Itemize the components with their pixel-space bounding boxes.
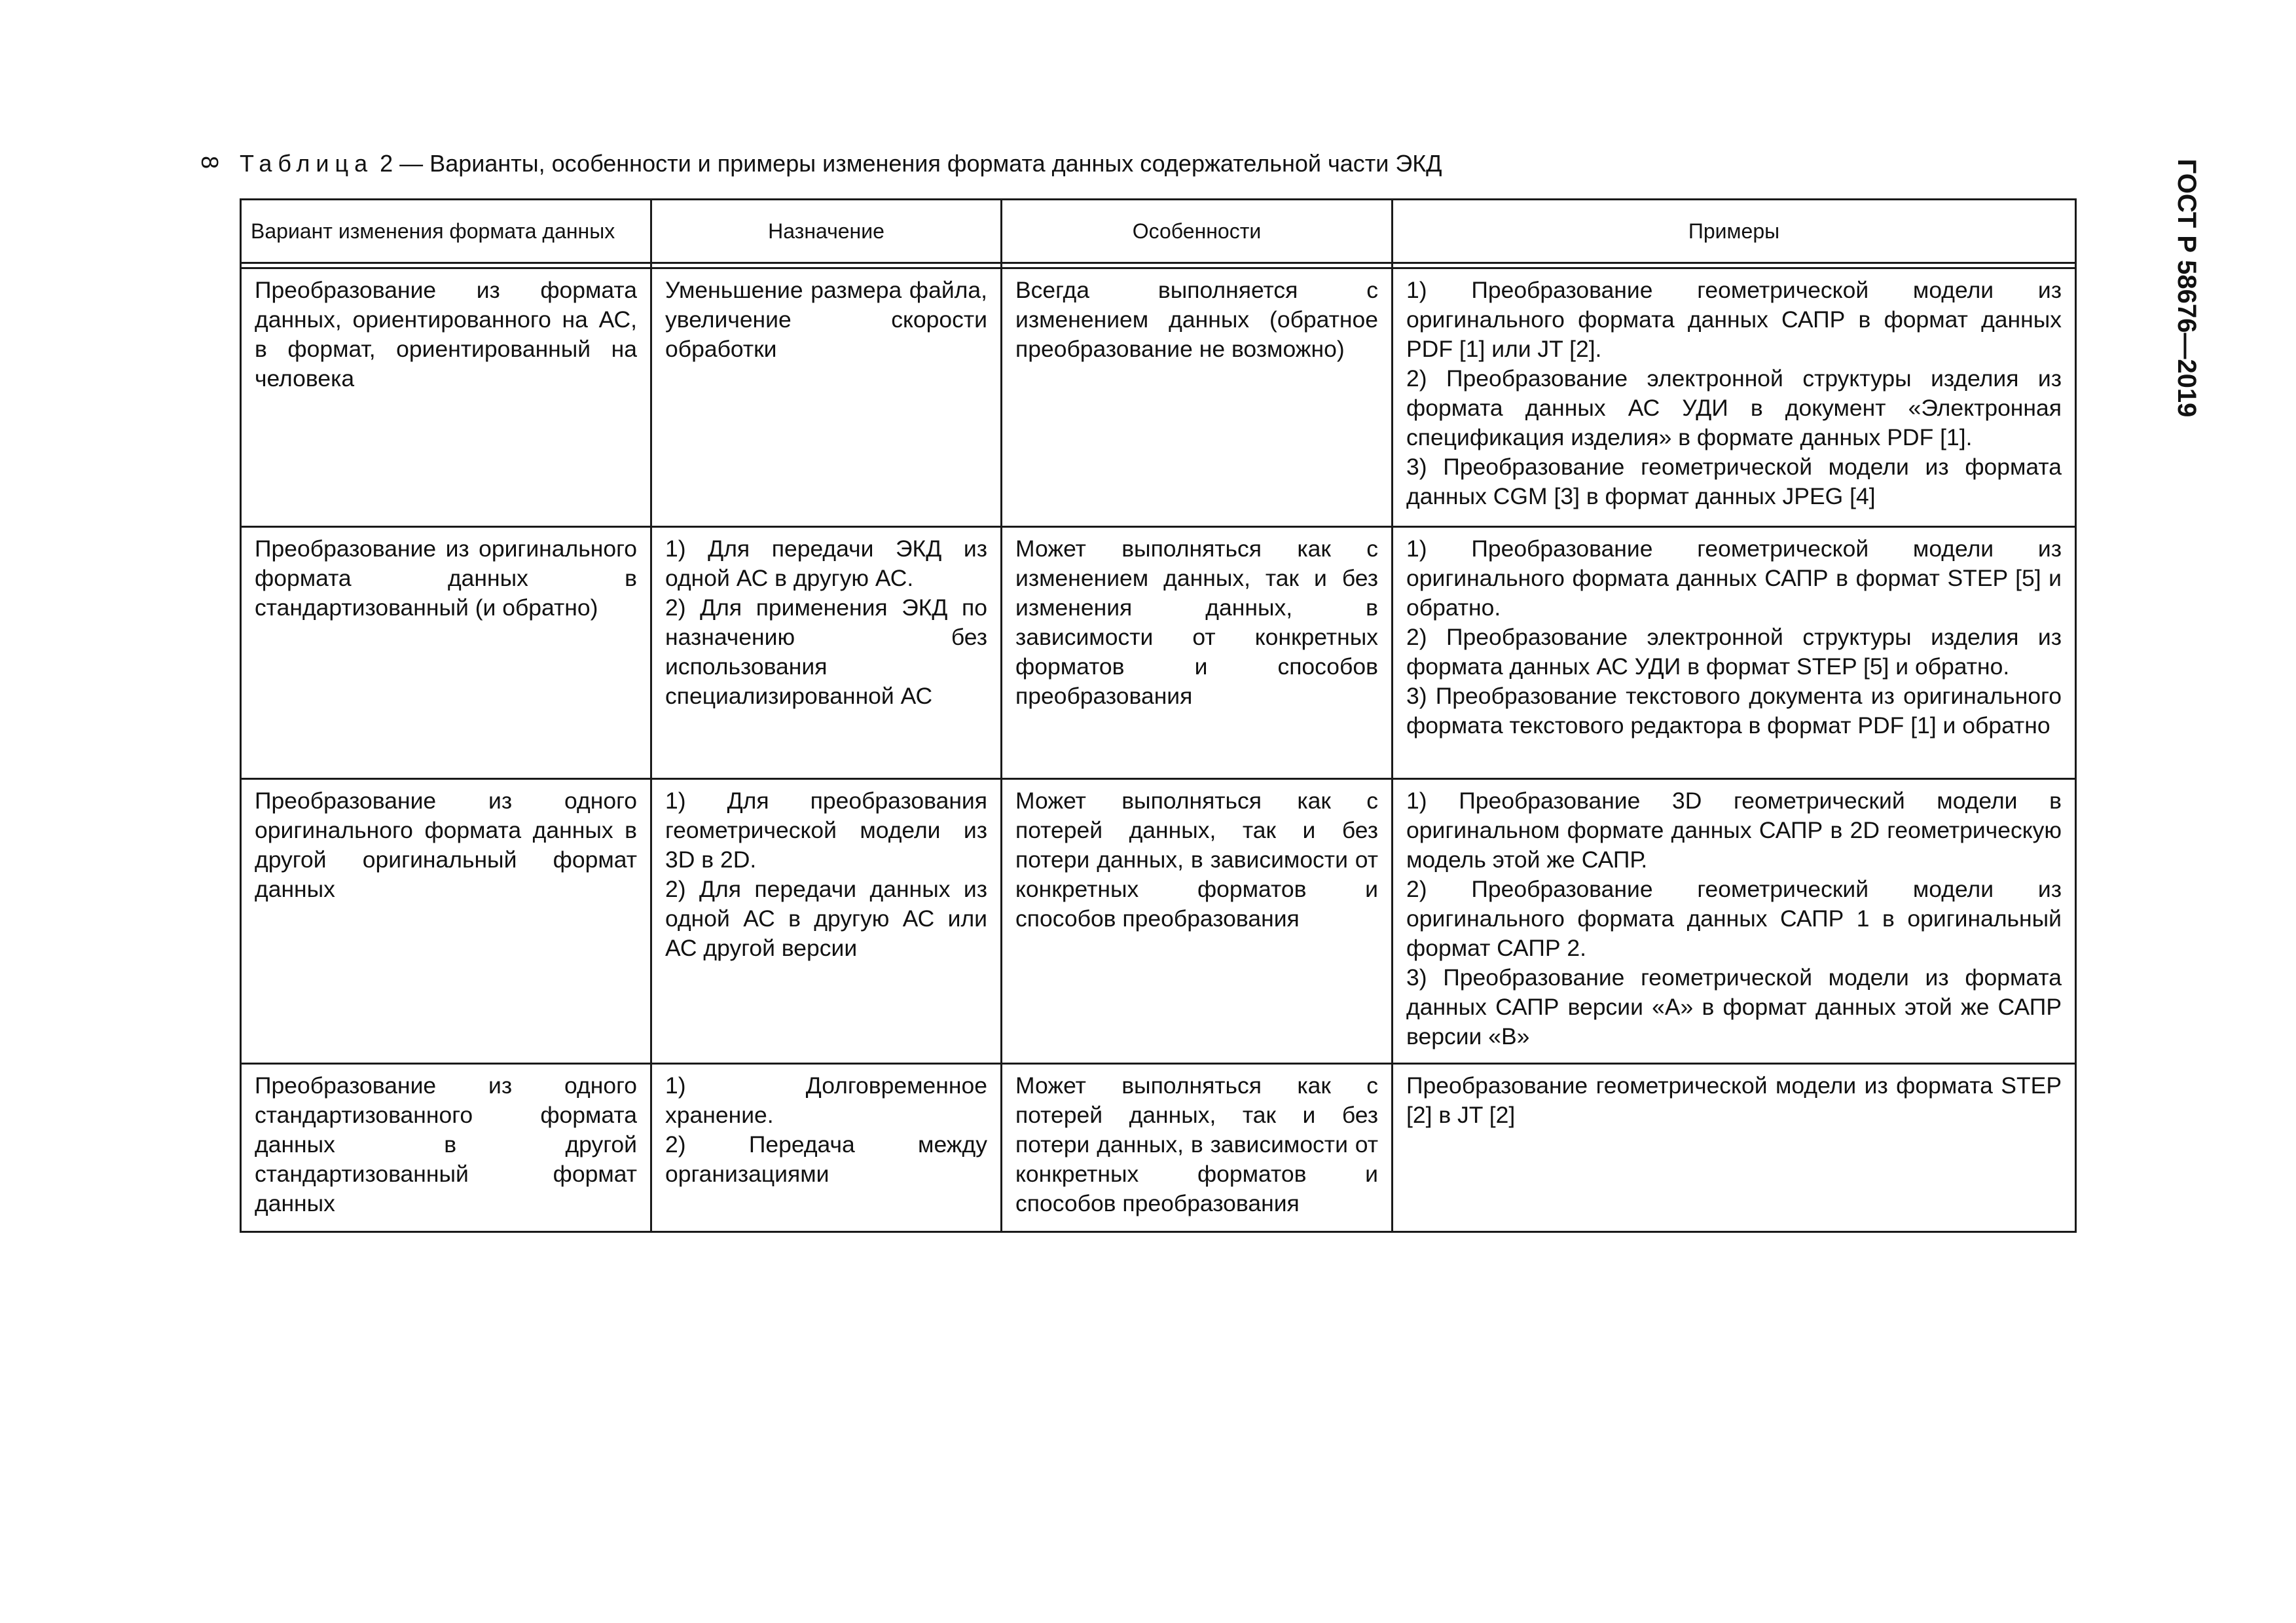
standard-designation: ГОСТ Р 58676—2019: [2172, 158, 2201, 418]
table-row: [241, 527, 2076, 779]
cell-examples: [1393, 1064, 2076, 1232]
cell-examples: [1393, 779, 2076, 1064]
example-item: 2) Преобразование электронной структуры изделия из формата данных АС УДИ в формат STEP [5] и обратно.: [1406, 624, 2062, 680]
cell-examples: [1393, 527, 2076, 779]
header-variant: Вариант изменения формата данных: [241, 200, 651, 263]
table-caption-label: Таблица: [240, 150, 374, 177]
cell-features: Всегда выполняется с изменением данных (обратное преобразование не возможно): [1002, 268, 1393, 527]
purpose-item: 2) Передача между организациями: [665, 1131, 987, 1187]
cell-variant: Преобразование из формата данных, ориентированного на АС, в формат, ориентированный на человека: [241, 268, 651, 527]
example-item: 2) Преобразование геометрический модели из оригинального формата данных САПР 1 в оригинальный формат САПР 2.: [1406, 876, 2062, 961]
example-item: 3) Преобразование геометрической модели из формата данных САПР версии «А» в формат данных этой же САПР версии «В»: [1406, 964, 2062, 1049]
cell-variant: Преобразование из одного стандартизованного формата данных в другой стандартизованный формат данных: [241, 1064, 651, 1232]
header-separator: [241, 263, 2076, 268]
cell-purpose: [651, 779, 1002, 1064]
purpose-item: 1) Долговременное хранение.: [665, 1072, 987, 1128]
purpose-item: 1) Для передачи ЭКД из одной АС в другую АС.: [665, 536, 987, 591]
page-number: 8: [196, 155, 223, 170]
table-header-row: [241, 200, 2076, 263]
example-item: 3) Преобразование текстового документа из оригинального формата текстового редактора в формат PDF [1] и обратно: [1406, 683, 2062, 739]
purpose-item: 1) Для преобразования геометрической модели из 3D в 2D.: [665, 788, 987, 873]
example-item: 2) Преобразование электронной структуры изделия из формата данных АС УДИ в документ «Электронная спецификация изделия» в формате данных PDF [1].: [1406, 365, 2062, 450]
example-item: 1) Преобразование геометрической модели из оригинального формата данных САПР в формат данных PDF [1] или JT [2].: [1406, 277, 2062, 362]
cell-variant: Преобразование из одного оригинального формата данных в другой оригинальный формат данных: [241, 779, 651, 1064]
example-item: 1) Преобразование 3D геометрический модели в оригинальном формате данных САПР в 2D геометрическую модель этой же САПР.: [1406, 788, 2062, 873]
table-row: [241, 1064, 2076, 1232]
header-examples: Примеры: [1393, 200, 2076, 263]
example-item: 3) Преобразование геометрической модели из формата данных CGM [3] в формат данных JPEG [4]: [1406, 454, 2062, 509]
purpose-item: 2) Для применения ЭКД по назначению без использования специализированной АС: [665, 594, 987, 709]
example-item: 1) Преобразование геометрической модели из оригинального формата данных САПР в формат STEP [5] и обратно.: [1406, 536, 2062, 621]
example-item: Преобразование геометрической модели из формата STEP [2] в JT [2]: [1406, 1072, 2062, 1128]
cell-purpose: [651, 1064, 1002, 1232]
table-caption-text: 2 — Варианты, особенности и примеры изменения формата данных содержательной части ЭКД: [373, 150, 1442, 177]
cell-examples: [1393, 268, 2076, 527]
table-caption: [240, 149, 1442, 178]
cell-variant: Преобразование из оригинального формата данных в стандартизованный (и обратно): [241, 527, 651, 779]
cell-purpose: [651, 527, 1002, 779]
table-row: [241, 779, 2076, 1064]
purpose-item: 2) Для передачи данных из одной АС в другую АС или АС другой версии: [665, 876, 987, 961]
header-purpose: Назначение: [651, 200, 1002, 263]
cell-purpose: [651, 268, 1002, 527]
header-features: Особенности: [1002, 200, 1393, 263]
purpose-item: Уменьшение размера файла, увеличение скорости обработки: [665, 277, 987, 362]
table-row: [241, 268, 2076, 527]
data-format-table: [240, 198, 2077, 1233]
cell-features: Может выполняться как с потерей данных, так и без потери данных, в зависимости от конкретных форматов и способов преобразования: [1002, 779, 1393, 1064]
cell-features: Может выполняться как с изменением данных, так и без изменения данных, в зависимости от конкретных форматов и способов преобразования: [1002, 527, 1393, 779]
cell-features: Может выполняться как с потерей данных, так и без потери данных, в зависимости от конкретных форматов и способов преобразования: [1002, 1064, 1393, 1232]
